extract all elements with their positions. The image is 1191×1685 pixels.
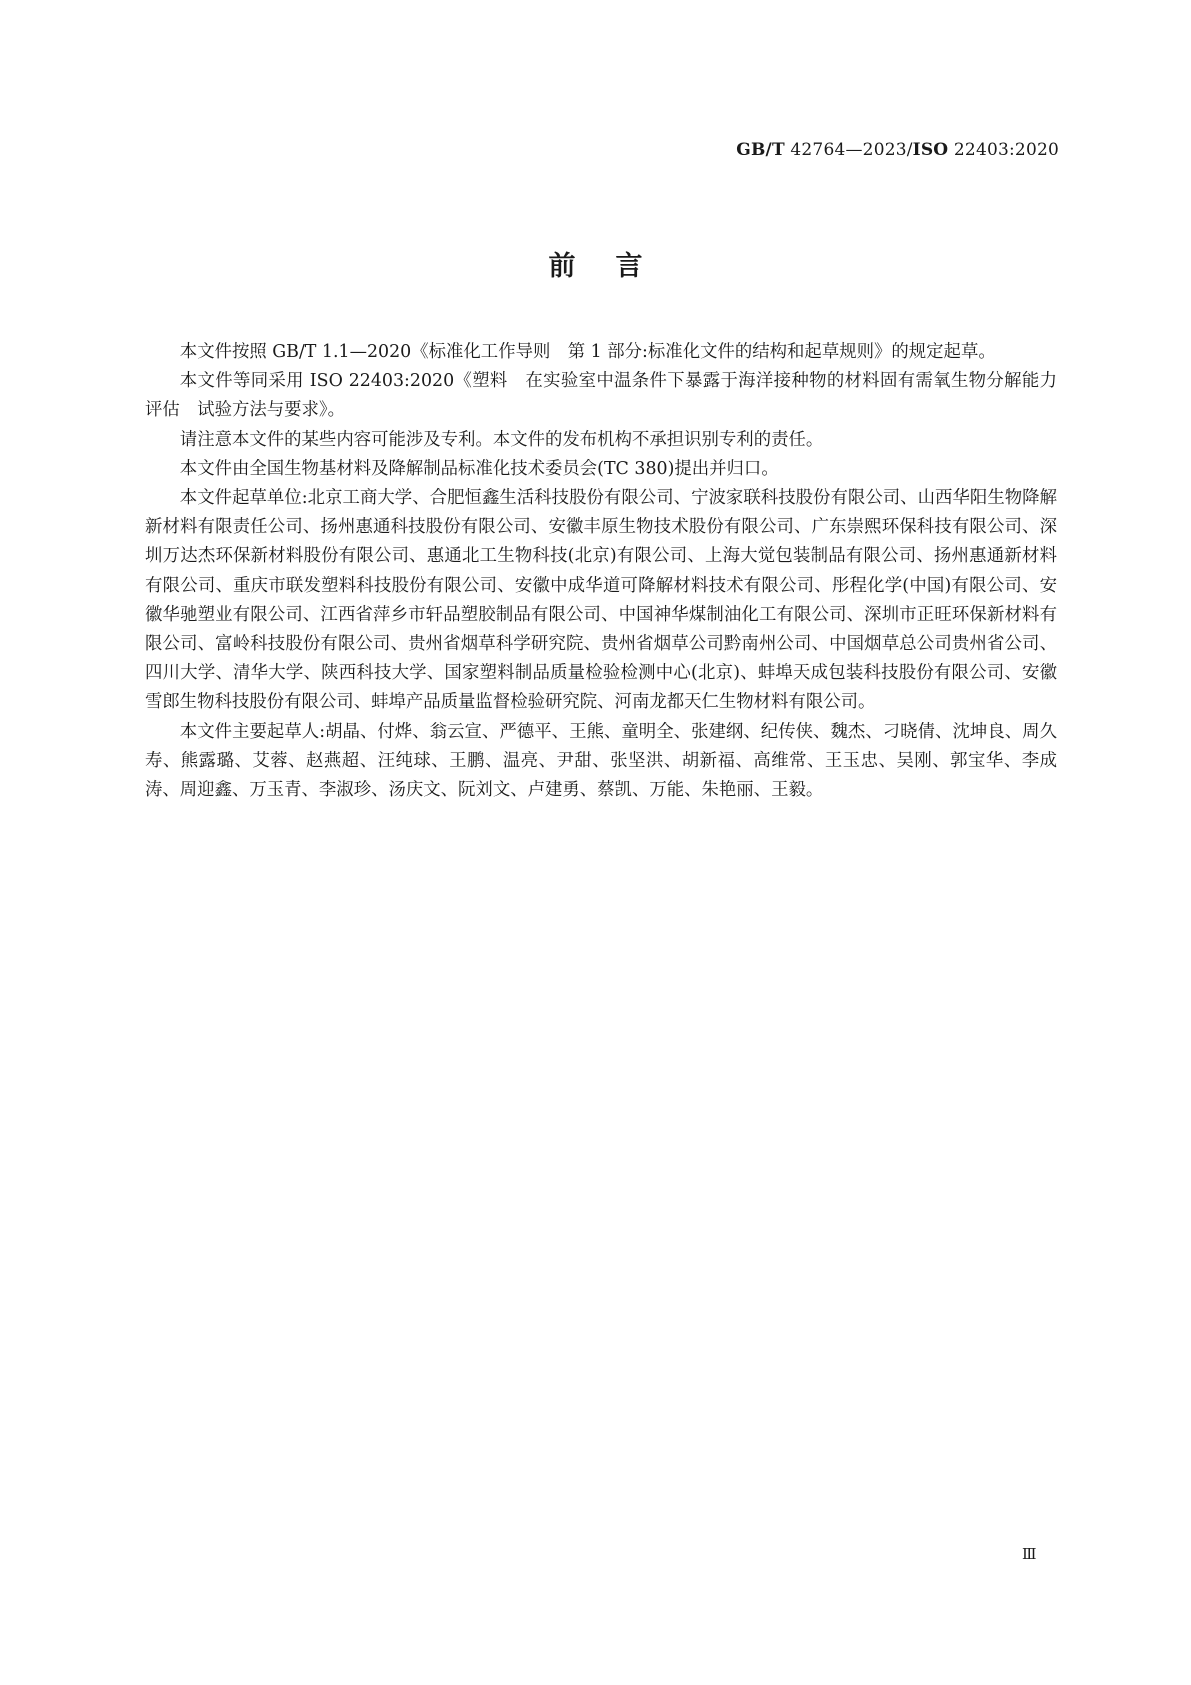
page-number: Ⅲ: [1022, 1545, 1037, 1563]
foreword-body: [145, 338, 1057, 805]
paragraph-committee: 本文件由全国生物基材料及降解制品标准化技术委员会(TC 380)提出并归口。: [179, 458, 779, 479]
iso-prefix: ISO: [912, 140, 949, 160]
paragraph-drafting-rules: 本文件按照 GB/T 1.1—2020《标准化工作导则 第 1 部分:标准化文件的结构和起草规则》的规定起草。: [179, 342, 996, 362]
paragraph-patent-notice: 请注意本文件的某些内容可能涉及专利。本文件的发布机构不承担识别专利的责任。: [179, 429, 824, 450]
standard-code-header: [736, 140, 1059, 160]
gb-number: 42764—2023/: [784, 140, 913, 160]
gb-prefix: GB/T: [736, 140, 785, 160]
page-title: 前言: [548, 251, 683, 282]
paragraph-drafting-units: 本文件起草单位:北京工商大学、合肥恒鑫生活科技股份有限公司、宁波家联科技股份有限公司、山西华阳生物降解新材料有限责任公司、扬州惠通科技股份有限公司、安徽丰原生物技术股份有限公司、广东崇熙环保科技有限公司、深圳万达杰环保新材料股份有限公司、惠通北工生物科技(北京)有限公司、上海大觉包装制品有限公司、扬州惠通新材料有限公司、重庆市联发塑料科技股份有限公司、安徽中成华道可降解材料技术有限公司、彤程化学(中国)有限公司、安徽华驰塑业有限公司、江西省萍乡市轩品塑胶制品有限公司、中国神华煤制油化工有限公司、深圳市正旺环保新材料有限公司、富岭科技股份有限公司、贵州省烟草科学研究院、贵州省烟草公司黔南州公司、中国烟草总公司贵州省公司、四川大学、清华大学、陕西科技大学、国家塑料制品质量检验检测中心(北京)、蚌埠天成包装科技股份有限公司、安徽雪郎生物科技股份有限公司、蚌埠产品质量监督检验研究院、河南龙都天仁生物材料有限公司。: [145, 488, 1057, 713]
paragraph-drafters: 本文件主要起草人:胡晶、付烨、翁云宣、严德平、王熊、童明全、张建纲、纪传侠、魏杰、刁晓倩、沈坤良、周久寿、熊露璐、艾蓉、赵燕超、汪纯球、王鹏、温亮、尹甜、张坚洪、胡新福、高维常、王玉忠、吴刚、郭宝华、李成涛、周迎鑫、万玉青、李淑珍、汤庆文、阮刘文、卢建勇、蔡凯、万能、朱艳丽、王毅。: [145, 721, 1057, 801]
paragraph-iso-adoption: 本文件等同采用 ISO 22403:2020《塑料 在实验室中温条件下暴露于海洋接种物的材料固有需氧生物分解能力评估 试验方法与要求》。: [145, 371, 1057, 421]
iso-number: 22403:2020: [948, 140, 1059, 160]
